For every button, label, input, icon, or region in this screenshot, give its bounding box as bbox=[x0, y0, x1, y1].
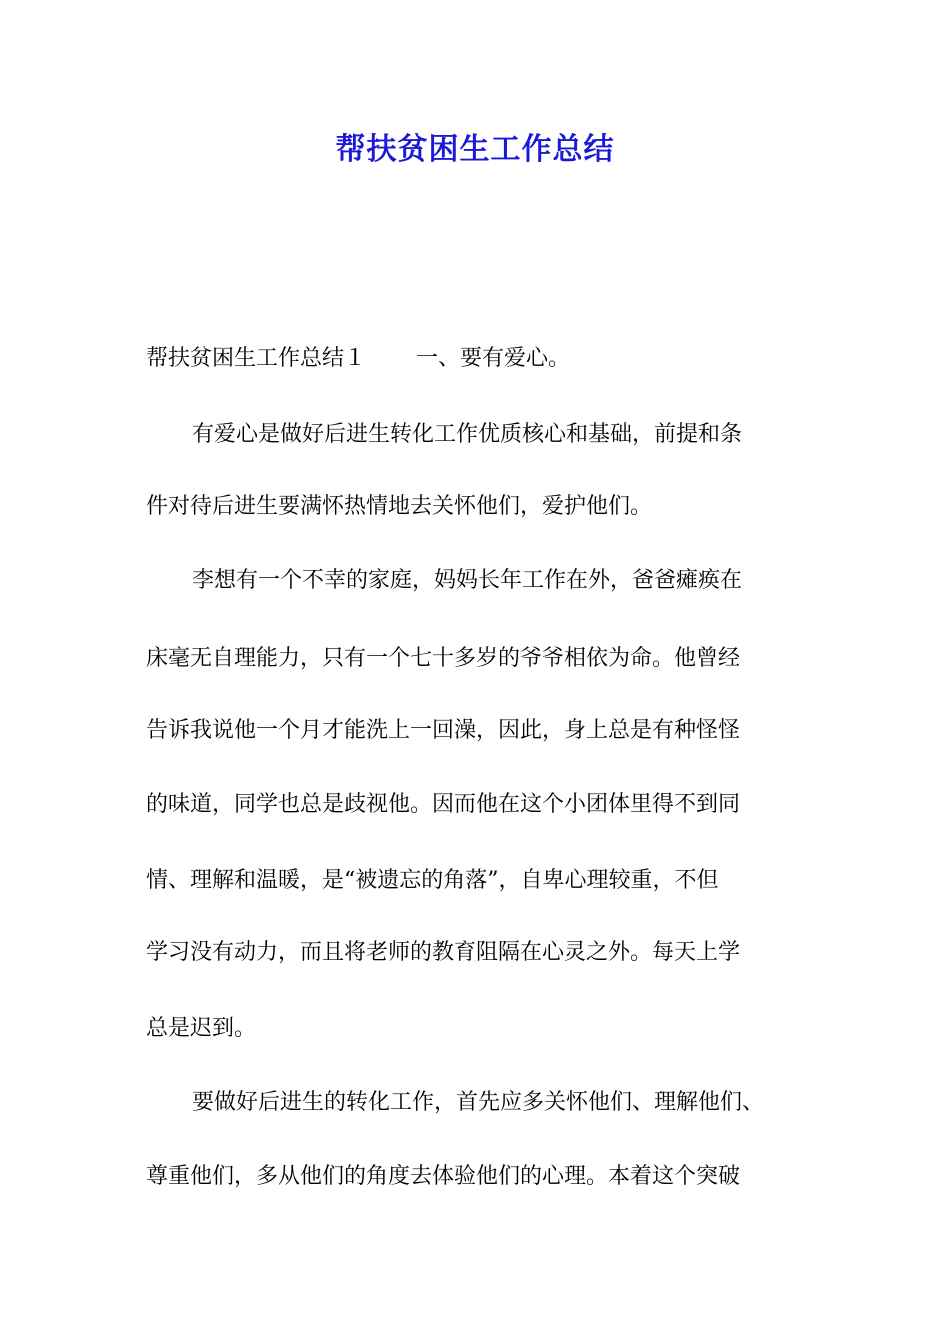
paragraph-line: 情、理解和温暖，是“被遗忘的角落”，自卑心理较重，不但 bbox=[146, 868, 719, 893]
document-title: 帮扶贫困生工作总结 bbox=[335, 132, 615, 167]
section-heading: 一、要有爱心。 bbox=[416, 346, 571, 371]
paragraph-line: 要做好后进生的转化工作，首先应多关怀他们、理解他们、 bbox=[192, 1090, 765, 1115]
paragraph-line: 告诉我说他一个月才能洗上一回澡，因此，身上总是有种怪怪 bbox=[146, 718, 741, 743]
paragraph-line: 李想有一个不幸的家庭，妈妈长年工作在外，爸爸瘫痪在 bbox=[192, 568, 743, 593]
paragraph-line: 有爱心是做好后进生转化工作优质核心和基础，前提和条 bbox=[192, 422, 743, 447]
paragraph-line: 床毫无自理能力，只有一个七十多岁的爷爷相依为命。他曾经 bbox=[146, 646, 741, 671]
heading-line bbox=[146, 344, 570, 374]
paragraph-line: 总是迟到。 bbox=[146, 1016, 257, 1041]
paragraph-line: 学习没有动力，而且将老师的教育阻隔在心灵之外。每天上学 bbox=[146, 940, 741, 965]
heading-label: 帮扶贫困生工作总结１ bbox=[146, 346, 367, 371]
paragraph-line: 件对待后进生要满怀热情地去关怀他们，爱护他们。 bbox=[146, 494, 653, 519]
paragraph-line: 的味道，同学也总是歧视他。因而他在这个小团体里得不到同 bbox=[146, 792, 741, 817]
paragraph-line: 尊重他们，多从他们的角度去体验他们的心理。本着这个突破 bbox=[146, 1164, 741, 1189]
